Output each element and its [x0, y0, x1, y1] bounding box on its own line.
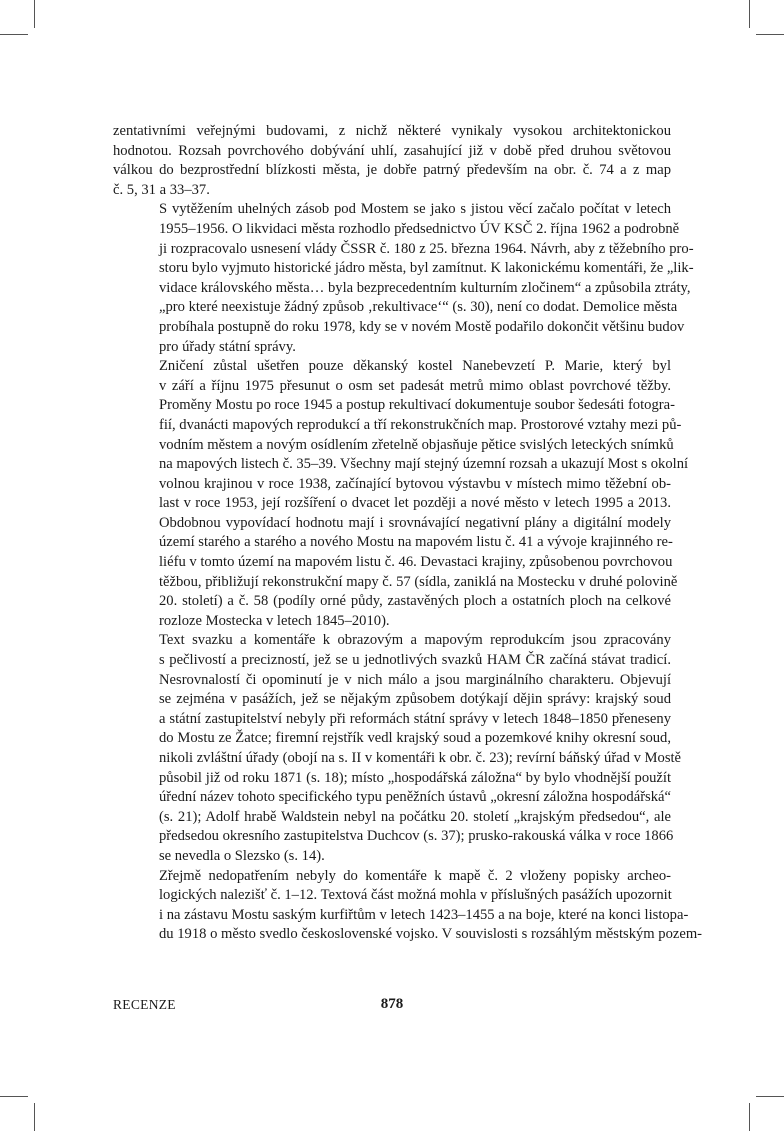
text-line: liéfu v tomto území na mapovém listu č. 46. Devastaci krajiny, způsobenou povrchovou: [159, 554, 673, 571]
text-line: ji rozpracovalo usnesení vlády ČSSR č. 180 z 25. března 1964. Návrh, aby z těžebního pro-: [159, 240, 694, 257]
text-line: válkou do bezprostřední blízkosti města, je dobře patrný především na obr. č. 74 a z map: [113, 162, 671, 179]
text-line: du 1918 o město svedlo československé vojsko. V souvislosti s rozsáhlým městským pozem-: [159, 926, 703, 943]
text-line: storu bylo vyjmuto historické jádro města, byl zamítnut. K lakonickému komentáři, že „lik-: [159, 260, 694, 277]
crop-mark-left-top: [0, 34, 28, 35]
text-line: těžbou, přibližují rekonstrukční mapy č. 57 (sídla, zaniklá na Mostecku v druhé polovině: [159, 573, 678, 590]
paragraph: [113, 357, 689, 631]
page-footer: [113, 997, 671, 1017]
text-line: (s. 21); Adolf hrabě Waldstein nebyl na počátku 20. století „krajským předsedou“, ale: [159, 808, 671, 825]
text-line: se zejména v pasážích, jež se nějakým způsobem dotýkají dějin správy: krajský soud: [159, 691, 671, 708]
text-line: Nesrovnalostí či opominutí je v nich málo a jsou marginálního charakteru. Objevují: [159, 671, 671, 688]
footer-section-label: RECENZE: [113, 997, 176, 1012]
paragraph: [113, 122, 671, 200]
text-line: fií, dvanácti mapových reprodukcí a tří rekonstrukčních map. Prostorové vztahy mezi pů-: [159, 416, 682, 433]
text-line: Obdobnou vypovídací hodnotu mají i srovnávající negativní plány a digitální modely: [159, 514, 671, 531]
text-line: se nevedla o Slezsko (s. 14).: [159, 847, 325, 864]
paragraph: [113, 867, 703, 945]
text-line: Proměny Mostu po roce 1945 a postup rekultivací dokumentuje soubor šedesáti fotogra-: [159, 397, 675, 414]
text-line: s pečlivostí a precizností, jež se u jednotlivých svazků HAM ČR začíná stávat tradicí.: [159, 652, 671, 669]
text-line: Zničení zůstal ušetřen pouze děkanský kostel Nanebevzetí P. Marie, který byl: [159, 358, 671, 375]
crop-mark-right-bottom: [756, 1096, 784, 1097]
crop-mark-left-bottom: [0, 1096, 28, 1097]
text-line: na mapových listech č. 35–39. Všechny mají stejný územní rozsah a ukazují Most s okolní: [159, 456, 689, 473]
crop-mark-top-right: [749, 0, 750, 28]
text-line: hodnotou. Rozsah povrchového dobývání uhlí, zasahující již v době před druhou světovou: [113, 142, 671, 159]
text-line: území starého a starého a nového Mostu na mapovém listu č. 41 a vývoje krajinného re-: [159, 534, 673, 551]
text-line: úřední název tohoto specifického typu peněžních ústavů „okresní záložna hospodářská“: [159, 789, 671, 806]
text-line: 1955–1956. O likvidaci města rozhodlo předsednictvo ÚV KSČ 2. října 1962 a podrobně: [159, 220, 680, 237]
body-text: [113, 122, 703, 945]
paragraph: [113, 200, 694, 357]
text-line: „pro které neexistuje žádný způsob ‚rekultivace‘“ (s. 30), není co dodat. Demolice města: [159, 299, 678, 316]
text-line: logických nalezišť č. 1–12. Textová část možná mohla v příslušných pasážích upozornit: [159, 887, 672, 904]
text-line: vidace královského města… byla bezprecedentním kulturním zločinem“ a způsobila ztráty,: [159, 279, 691, 296]
text-line: Text svazku a komentáře k obrazovým a mapovým reprodukcím jsou zpracovány: [159, 632, 671, 649]
text-line: last v roce 1953, její rozšíření o dvacet let později a nové město v letech 1995 a 2013.: [159, 495, 671, 512]
text-line: pro úřady státní správy.: [159, 338, 296, 355]
text-line: i na zástavu Mostu saským kurfiřtům v letech 1423–1455 a na boje, které na konci listopa-: [159, 906, 689, 923]
crop-mark-top-left: [34, 0, 35, 28]
paragraph: [113, 631, 682, 866]
text-line: probíhala postupně do roku 1978, kdy se v novém Mostě podařilo dokončit většinu budov: [159, 318, 685, 335]
text-line: Zřejmě nedopatřením nebyly do komentáře k mapě č. 2 vloženy popisky archeo-: [159, 867, 671, 884]
text-line: S vytěžením uhelných zásob pod Mostem se jako s jistou věcí začalo počítat v letech: [159, 201, 671, 218]
text-line: a státní zastupitelství nebyly při reformách státní správy v letech 1848–1850 přeneseny: [159, 710, 671, 727]
text-line: rozloze Mostecka v letech 1845–2010).: [159, 612, 390, 629]
text-line: zentativními veřejnými budovami, z nichž některé vynikaly vysokou architektonickou: [113, 123, 671, 139]
text-line: v září a říjnu 1975 přesunut o osm set padesát metrů mimo oblast povrchové těžby.: [159, 377, 671, 394]
crop-mark-bottom-left: [34, 1103, 35, 1131]
page-number: 878: [380, 996, 404, 1012]
text-line: 20. století) a č. 58 (podíly orné půdy, zastavěných ploch a ostatních ploch na celkové: [159, 593, 671, 610]
text-line: nikoli zvláštní úřady (obojí na s. II v komentáři k obr. č. 23); revírní báňský úřad v Mostě: [159, 750, 682, 766]
text-line: předsedou okresního zastupitelstva Duchcov (s. 37); prusko-rakouská válka v roce 1866: [159, 828, 674, 845]
text-line: vodním městem a novým osídlením zřetelně objasňuje pětice svislých leteckých snímků: [159, 436, 674, 453]
crop-mark-right-top: [756, 34, 784, 35]
text-line: č. 5, 31 a 33–37.: [113, 181, 210, 198]
text-line: volnou krajinou v roce 1938, začínající bytovou výstavbu v místech mimo těžební ob-: [159, 475, 671, 492]
text-line: působil již od roku 1871 (s. 18); místo „hospodářská záložna“ by bylo vhodnější použít: [159, 769, 671, 786]
text-line: do Mostu ze Žatce; firemní rejstřík vedl krajský soud a pozemkové knihy okresní soud,: [159, 730, 671, 747]
crop-mark-bottom-right: [749, 1103, 750, 1131]
